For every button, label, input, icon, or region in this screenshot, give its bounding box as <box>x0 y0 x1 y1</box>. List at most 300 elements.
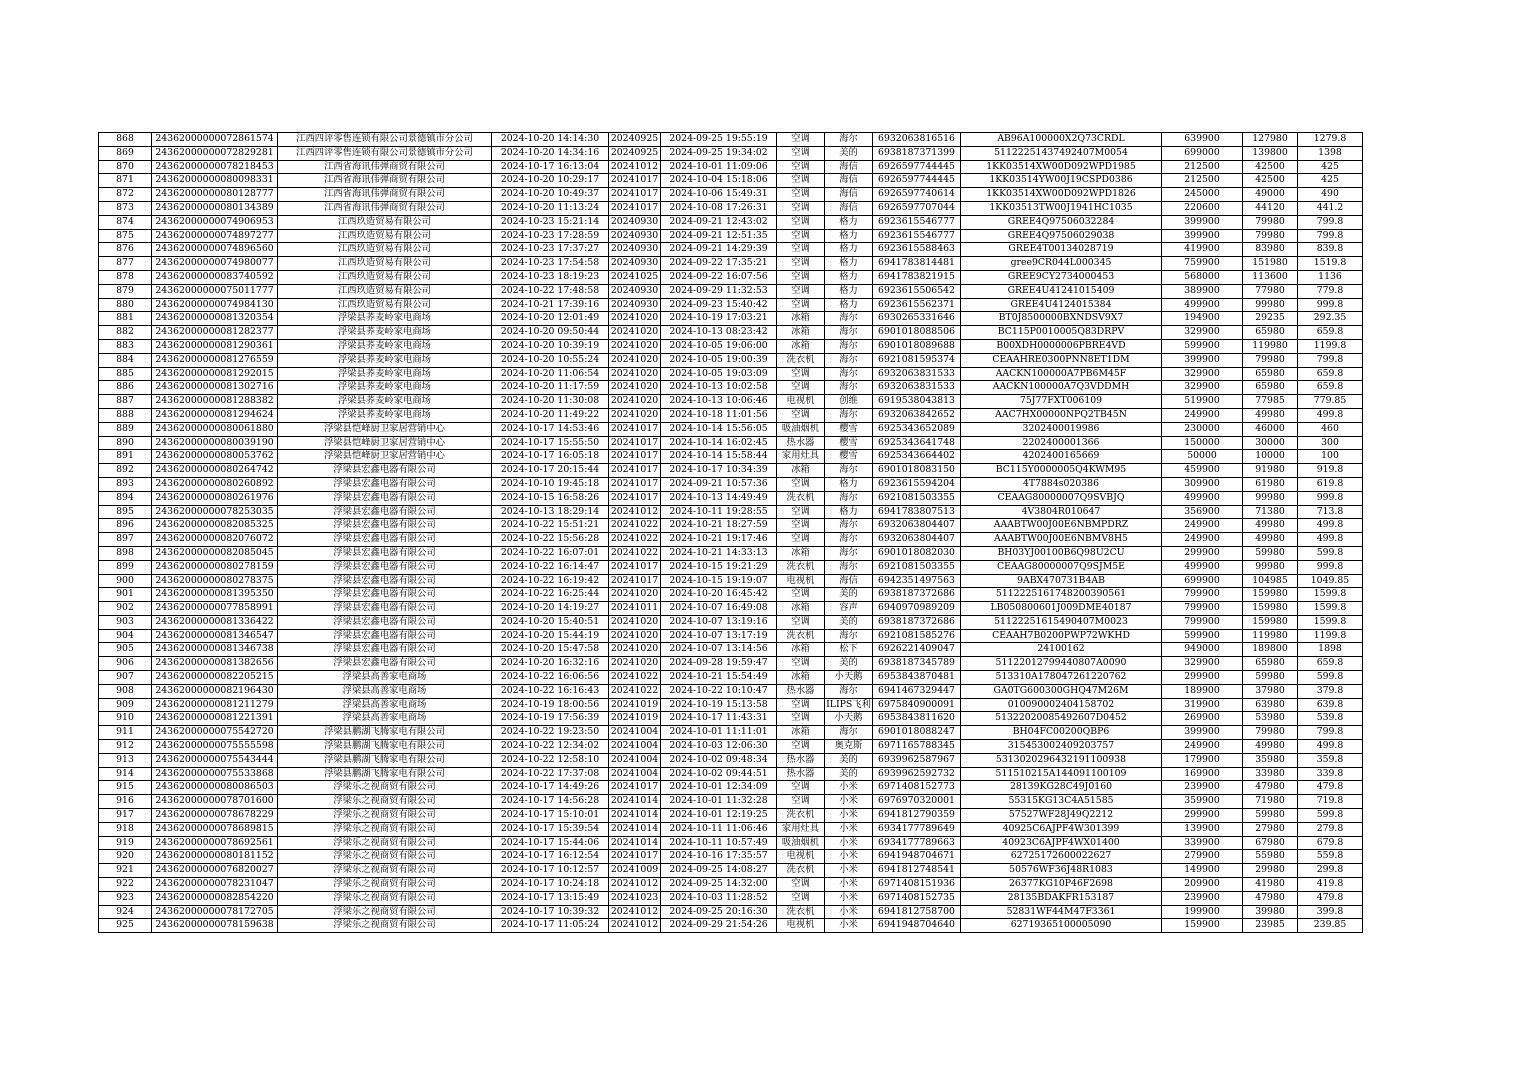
amount-cell: 1049.85 <box>1298 574 1363 588</box>
sale-time-cell: 2024-10-15 19:21:29 <box>661 560 777 574</box>
submit-time-cell: 2024-10-17 16:13:04 <box>492 160 609 174</box>
category-cell: 空调 <box>777 257 825 271</box>
amount-cell: 425 <box>1298 160 1363 174</box>
category-cell: 空调 <box>777 381 825 395</box>
sale-time-cell: 2024-10-13 10:02:58 <box>661 381 777 395</box>
price-cell: 179900 <box>1162 753 1243 767</box>
category-cell: 空调 <box>777 160 825 174</box>
barcode-cell: 6934177789663 <box>873 836 961 850</box>
merchant-cell: 浮梁县鹏湖飞腾家电有限公司 <box>278 767 492 781</box>
barcode-cell: 6901018089688 <box>873 339 961 353</box>
price-cell: 279900 <box>1162 850 1243 864</box>
price-cell: 799900 <box>1162 602 1243 616</box>
submit-time-cell: 2024-10-20 10:49:37 <box>492 188 609 202</box>
category-cell: 空调 <box>777 146 825 160</box>
brand-cell: 小米 <box>825 822 873 836</box>
serial-cell: BC115Y0000005Q4KWM95 <box>961 464 1162 478</box>
serial-cell: GA0TG600300GHQ47M26M <box>961 684 1162 698</box>
subsidy-cell: 33980 <box>1243 767 1298 781</box>
sale-time-cell: 2024-10-20 16:45:42 <box>661 588 777 602</box>
date-code-cell: 20241012 <box>609 905 661 919</box>
amount-cell: 441.2 <box>1298 201 1363 215</box>
serial-cell: 1KK03513TW00J1941HC1035 <box>961 201 1162 215</box>
row-number-cell: 921 <box>99 864 152 878</box>
barcode-cell: 6971408152773 <box>873 781 961 795</box>
serial-cell: gree9CR044L000345 <box>961 257 1162 271</box>
category-cell: 空调 <box>777 201 825 215</box>
table-row <box>99 712 1363 726</box>
price-cell: 499900 <box>1162 560 1243 574</box>
sale-time-cell: 2024-10-17 10:34:39 <box>661 464 777 478</box>
table-row <box>99 505 1363 519</box>
subsidy-cell: 29980 <box>1243 864 1298 878</box>
subsidy-cell: 29235 <box>1243 312 1298 326</box>
row-number-cell: 900 <box>99 574 152 588</box>
merchant-cell: 浮梁县宏鑫电器有限公司 <box>278 629 492 643</box>
barcode-cell: 6926597744445 <box>873 160 961 174</box>
category-cell: 空调 <box>777 408 825 422</box>
table-row <box>99 878 1363 892</box>
code-cell: 24362000000080128777 <box>152 188 278 202</box>
submit-time-cell: 2024-10-17 10:39:32 <box>492 905 609 919</box>
price-cell: 499900 <box>1162 298 1243 312</box>
amount-cell: 713.8 <box>1298 505 1363 519</box>
brand-cell: 海信 <box>825 174 873 188</box>
price-cell: 245000 <box>1162 188 1243 202</box>
serial-cell: BC115P0010005Q83DRPV <box>961 326 1162 340</box>
serial-cell: 511510215A144091100109 <box>961 767 1162 781</box>
brand-cell: 海信 <box>825 160 873 174</box>
submit-time-cell: 2024-10-17 20:15:44 <box>492 464 609 478</box>
code-cell: 24362000000081290361 <box>152 339 278 353</box>
submit-time-cell: 2024-10-23 18:19:23 <box>492 270 609 284</box>
submit-time-cell: 2024-10-20 11:13:24 <box>492 201 609 215</box>
sale-time-cell: 2024-10-05 19:00:39 <box>661 353 777 367</box>
amount-cell: 479.8 <box>1298 891 1363 905</box>
row-number-cell: 925 <box>99 919 152 933</box>
serial-cell: 531302029643219110093​8 <box>961 753 1162 767</box>
merchant-cell: 江西玖造贸易有限公司 <box>278 270 492 284</box>
category-cell: 空调 <box>777 284 825 298</box>
code-cell: 24362000000081346738 <box>152 643 278 657</box>
code-cell: 24362000000075542720 <box>152 726 278 740</box>
code-cell: 24362000000081395350 <box>152 588 278 602</box>
table-row <box>99 146 1363 160</box>
brand-cell: 小米 <box>825 905 873 919</box>
serial-cell: 513220200854926​07D0452 <box>961 712 1162 726</box>
code-cell: 24362000000075533868 <box>152 767 278 781</box>
category-cell: 冰箱 <box>777 312 825 326</box>
row-number-cell: 873 <box>99 201 152 215</box>
serial-cell: 511222516174820039056​1 <box>961 588 1162 602</box>
date-code-cell: 20241020 <box>609 629 661 643</box>
category-cell: 洗衣机 <box>777 491 825 505</box>
table-row <box>99 905 1363 919</box>
subsidy-cell: 63980 <box>1243 698 1298 712</box>
barcode-cell: 6941783814481 <box>873 257 961 271</box>
sale-time-cell: 2024-10-03 12:06:30 <box>661 740 777 754</box>
amount-cell: 499.8 <box>1298 740 1363 754</box>
sale-time-cell: 2024-10-22 10:10:47 <box>661 684 777 698</box>
merchant-cell: 江西玖造贸易有限公司 <box>278 257 492 271</box>
code-cell: 24362000000080061880 <box>152 422 278 436</box>
brand-cell: 海尔 <box>825 546 873 560</box>
category-cell: 空调 <box>777 229 825 243</box>
amount-cell: 839.8 <box>1298 243 1363 257</box>
submit-time-cell: 2024-10-20 11:49:22 <box>492 408 609 422</box>
amount-cell: 300 <box>1298 436 1363 450</box>
brand-cell: 美的 <box>825 615 873 629</box>
category-cell: 空调 <box>777 298 825 312</box>
date-code-cell: 20240930 <box>609 243 661 257</box>
merchant-cell: 江西省海讯伟弹商贸有限公司 <box>278 174 492 188</box>
serial-cell: CEAAG80000007Q9SJM5E <box>961 560 1162 574</box>
table-row <box>99 546 1363 560</box>
barcode-cell: 6932063804407 <box>873 519 961 533</box>
sale-time-cell: 2024-10-06 15:49:31 <box>661 188 777 202</box>
price-cell: 359900 <box>1162 795 1243 809</box>
row-number-cell: 871 <box>99 174 152 188</box>
merchant-cell: 江西玖造贸易有限公司 <box>278 215 492 229</box>
subsidy-cell: 77980 <box>1243 284 1298 298</box>
barcode-cell: 6938187372686 <box>873 615 961 629</box>
price-cell: 759900 <box>1162 257 1243 271</box>
amount-cell: 1279.8 <box>1298 133 1363 147</box>
amount-cell: 619.8 <box>1298 477 1363 491</box>
amount-cell: 659.8 <box>1298 367 1363 381</box>
price-cell: 230000 <box>1162 422 1243 436</box>
category-cell: 冰箱 <box>777 339 825 353</box>
row-number-cell: 889 <box>99 422 152 436</box>
sale-time-cell: 2024-09-28 19:59:47 <box>661 657 777 671</box>
submit-time-cell: 2024-10-23 15:21:14 <box>492 215 609 229</box>
sale-time-cell: 2024-10-04 15:18:06 <box>661 174 777 188</box>
price-cell: 568000 <box>1162 270 1243 284</box>
price-cell: 399900 <box>1162 215 1243 229</box>
submit-time-cell: 2024-10-22 16:19:42 <box>492 574 609 588</box>
category-cell: 空调 <box>777 657 825 671</box>
subsidy-cell: 139800 <box>1243 146 1298 160</box>
brand-cell: 海尔 <box>825 519 873 533</box>
sale-time-cell: 2024-10-08 17:26:31 <box>661 201 777 215</box>
brand-cell: 小米 <box>825 919 873 933</box>
category-cell: 家用灶具 <box>777 450 825 464</box>
category-cell: 电视机 <box>777 395 825 409</box>
amount-cell: 1519.8 <box>1298 257 1363 271</box>
amount-cell: 399.8 <box>1298 905 1363 919</box>
barcode-cell: 6975840900091 <box>873 698 961 712</box>
amount-cell: 659.8 <box>1298 326 1363 340</box>
date-code-cell: 20241009 <box>609 864 661 878</box>
merchant-cell: 浮梁县宏鑫电器有限公司 <box>278 533 492 547</box>
barcode-cell: 6942351497563 <box>873 574 961 588</box>
category-cell: 空调 <box>777 795 825 809</box>
merchant-cell: 浮梁县宏鑫电器有限公司 <box>278 491 492 505</box>
submit-time-cell: 2024-10-20 11:30:08 <box>492 395 609 409</box>
date-code-cell: 20241017 <box>609 560 661 574</box>
serial-cell: 62725172600022627 <box>961 850 1162 864</box>
table-row <box>99 684 1363 698</box>
code-cell: 24362000000078172705 <box>152 905 278 919</box>
submit-time-cell: 2024-10-23 17:37:27 <box>492 243 609 257</box>
brand-cell: 海尔 <box>825 533 873 547</box>
price-cell: 519900 <box>1162 395 1243 409</box>
row-number-cell: 911 <box>99 726 152 740</box>
price-cell: 699000 <box>1162 146 1243 160</box>
table-row <box>99 160 1363 174</box>
code-cell: 24362000000080260892 <box>152 477 278 491</box>
table-row <box>99 864 1363 878</box>
barcode-cell: 6938187372686 <box>873 588 961 602</box>
merchant-cell: 浮梁县高善家电商场 <box>278 698 492 712</box>
price-cell: 159900 <box>1162 919 1243 933</box>
brand-cell: 格力 <box>825 270 873 284</box>
serial-cell: 1KK03514YW00J19CSPD0386 <box>961 174 1162 188</box>
subsidy-cell: 99980 <box>1243 491 1298 505</box>
brand-cell: 格力 <box>825 298 873 312</box>
code-cell: 24362000000080261976 <box>152 491 278 505</box>
amount-cell: 279.8 <box>1298 822 1363 836</box>
row-number-cell: 886 <box>99 381 152 395</box>
merchant-cell: 浮梁县高善家电商场 <box>278 712 492 726</box>
merchant-cell: 浮梁县宏鑫电器有限公司 <box>278 643 492 657</box>
code-cell: 24362000000082076072 <box>152 533 278 547</box>
submit-time-cell: 2024-10-22 15:56:28 <box>492 533 609 547</box>
subsidy-cell: 49980 <box>1243 519 1298 533</box>
barcode-cell: 6926597744445 <box>873 174 961 188</box>
submit-time-cell: 2024-10-22 12:58:10 <box>492 753 609 767</box>
code-cell: 24362000000082854220 <box>152 891 278 905</box>
barcode-cell: 6934177789649 <box>873 822 961 836</box>
barcode-cell: 6923615546777 <box>873 229 961 243</box>
row-number-cell: 905 <box>99 643 152 657</box>
barcode-cell: 6938187371399 <box>873 146 961 160</box>
sale-time-cell: 2024-10-05 19:03:09 <box>661 367 777 381</box>
barcode-cell: 6941783821915 <box>873 270 961 284</box>
row-number-cell: 893 <box>99 477 152 491</box>
category-cell: 空调 <box>777 740 825 754</box>
price-cell: 269900 <box>1162 712 1243 726</box>
brand-cell: 海尔 <box>825 560 873 574</box>
code-cell: 24362000000072861574 <box>152 133 278 147</box>
code-cell: 24362000000082085325 <box>152 519 278 533</box>
merchant-cell: 浮梁县宏鑫电器有限公司 <box>278 477 492 491</box>
sale-time-cell: 2024-09-22 16:07:56 <box>661 270 777 284</box>
sale-time-cell: 2024-10-13 10:06:46 <box>661 395 777 409</box>
submit-time-cell: 2024-10-22 12:34:02 <box>492 740 609 754</box>
amount-cell: 499.8 <box>1298 533 1363 547</box>
code-cell: 24362000000078689815 <box>152 822 278 836</box>
brand-cell: ILIPS飞利 <box>825 698 873 712</box>
merchant-cell: 浮梁县荞麦岭家电商场 <box>278 339 492 353</box>
amount-cell: 779.85 <box>1298 395 1363 409</box>
subsidy-cell: 151980 <box>1243 257 1298 271</box>
submit-time-cell: 2024-10-21 17:39:16 <box>492 298 609 312</box>
barcode-cell: 6921081503355 <box>873 491 961 505</box>
submit-time-cell: 2024-10-22 16:25:44 <box>492 588 609 602</box>
table-row <box>99 671 1363 685</box>
merchant-cell: 浮梁县宏鑫电器有限公司 <box>278 602 492 616</box>
amount-cell: 1398 <box>1298 146 1363 160</box>
brand-cell: 海尔 <box>825 464 873 478</box>
merchant-cell: 浮梁乐之视商贸有限公司 <box>278 878 492 892</box>
subsidy-cell: 59980 <box>1243 671 1298 685</box>
serial-cell: 57527WF28J49Q2212 <box>961 809 1162 823</box>
row-number-cell: 878 <box>99 270 152 284</box>
submit-time-cell: 2024-10-17 15:39:54 <box>492 822 609 836</box>
price-cell: 220600 <box>1162 201 1243 215</box>
merchant-cell: 浮梁县宏鑫电器有限公司 <box>278 546 492 560</box>
date-code-cell: 20240925 <box>609 146 661 160</box>
code-cell: 24362000000077858991 <box>152 602 278 616</box>
category-cell: 空调 <box>777 781 825 795</box>
price-cell: 329900 <box>1162 326 1243 340</box>
date-code-cell: 20241023 <box>609 891 661 905</box>
subsidy-cell: 53980 <box>1243 712 1298 726</box>
barcode-cell: 6939962592732 <box>873 767 961 781</box>
table-row <box>99 533 1363 547</box>
merchant-cell: 江西省海讯伟弹商贸有限公司 <box>278 160 492 174</box>
submit-time-cell: 2024-10-17 10:12:57 <box>492 864 609 878</box>
category-cell: 空调 <box>777 533 825 547</box>
brand-cell: 小天鹅 <box>825 671 873 685</box>
date-code-cell: 20241022 <box>609 533 661 547</box>
barcode-cell: 6941812790359 <box>873 809 961 823</box>
brand-cell: 海尔 <box>825 381 873 395</box>
serial-cell: 2202400001366 <box>961 436 1162 450</box>
amount-cell: 239.85 <box>1298 919 1363 933</box>
subsidy-cell: 71980 <box>1243 795 1298 809</box>
barcode-cell: 6971408151936 <box>873 878 961 892</box>
barcode-cell: 6953843811620 <box>873 712 961 726</box>
row-number-cell: 907 <box>99 671 152 685</box>
barcode-cell: 6939962587967 <box>873 753 961 767</box>
price-cell: 319900 <box>1162 698 1243 712</box>
amount-cell: 659.8 <box>1298 381 1363 395</box>
category-cell: 空调 <box>777 891 825 905</box>
submit-time-cell: 2024-10-20 10:55:24 <box>492 353 609 367</box>
serial-cell: BH03YJ00100B6Q98U2CU <box>961 546 1162 560</box>
row-number-cell: 881 <box>99 312 152 326</box>
sale-time-cell: 2024-10-01 12:19:25 <box>661 809 777 823</box>
brand-cell: 小米 <box>825 850 873 864</box>
brand-cell: 海信 <box>825 188 873 202</box>
sale-time-cell: 2024-10-15 19:19:07 <box>661 574 777 588</box>
serial-cell: AB96A100000X2Q73CRDL <box>961 133 1162 147</box>
serial-cell: 75J77FXT006109 <box>961 395 1162 409</box>
category-cell: 洗衣机 <box>777 353 825 367</box>
subsidy-cell: 104985 <box>1243 574 1298 588</box>
amount-cell: 659.8 <box>1298 657 1363 671</box>
serial-cell: 3202400019986 <box>961 422 1162 436</box>
code-cell: 24362000000081294624 <box>152 408 278 422</box>
row-number-cell: 918 <box>99 822 152 836</box>
category-cell: 冰箱 <box>777 326 825 340</box>
barcode-cell: 6941948704671 <box>873 850 961 864</box>
serial-cell: AAC7HX00000NPQ2TB45N <box>961 408 1162 422</box>
price-cell: 299900 <box>1162 546 1243 560</box>
row-number-cell: 913 <box>99 753 152 767</box>
sale-time-cell: 2024-10-13 08:23:42 <box>661 326 777 340</box>
sale-time-cell: 2024-09-21 14:29:39 <box>661 243 777 257</box>
subsidy-cell: 35980 <box>1243 753 1298 767</box>
amount-cell: 1599.8 <box>1298 615 1363 629</box>
row-number-cell: 887 <box>99 395 152 409</box>
price-cell: 212500 <box>1162 160 1243 174</box>
brand-cell: 美的 <box>825 657 873 671</box>
code-cell: 24362000000078253035 <box>152 505 278 519</box>
subsidy-cell: 61980 <box>1243 477 1298 491</box>
category-cell: 空调 <box>777 615 825 629</box>
row-number-cell: 891 <box>99 450 152 464</box>
price-cell: 799900 <box>1162 615 1243 629</box>
subsidy-cell: 42500 <box>1243 160 1298 174</box>
serial-cell: 50576WF36J48R1083 <box>961 864 1162 878</box>
merchant-cell: 浮梁县恺峰厨卫家居营销中心 <box>278 436 492 450</box>
brand-cell: 容声 <box>825 602 873 616</box>
code-cell: 24362000000078678229 <box>152 809 278 823</box>
barcode-cell: 6923615506542 <box>873 284 961 298</box>
date-code-cell: 20241017 <box>609 174 661 188</box>
serial-cell: 26377KG10P46F2698 <box>961 878 1162 892</box>
amount-cell: 639.8 <box>1298 698 1363 712</box>
submit-time-cell: 2024-10-20 11:17:59 <box>492 381 609 395</box>
serial-cell: AAABTW00J00E6NBMPDRZ <box>961 519 1162 533</box>
subsidy-cell: 49980 <box>1243 740 1298 754</box>
subsidy-cell: 49000 <box>1243 188 1298 202</box>
date-code-cell: 20241020 <box>609 381 661 395</box>
price-cell: 189900 <box>1162 684 1243 698</box>
merchant-cell: 浮梁县荞麦岭家电商场 <box>278 312 492 326</box>
submit-time-cell: 2024-10-10 19:45:18 <box>492 477 609 491</box>
date-code-cell: 20241004 <box>609 767 661 781</box>
submit-time-cell: 2024-10-22 16:06:56 <box>492 671 609 685</box>
submit-time-cell: 2024-10-22 15:51:21 <box>492 519 609 533</box>
code-cell: 24362000000080039190 <box>152 436 278 450</box>
amount-cell: 499.8 <box>1298 408 1363 422</box>
brand-cell: 格力 <box>825 257 873 271</box>
row-number-cell: 874 <box>99 215 152 229</box>
price-cell: 299900 <box>1162 671 1243 685</box>
serial-cell: 511222514374924​07M0054 <box>961 146 1162 160</box>
submit-time-cell: 2024-10-20 16:32:16 <box>492 657 609 671</box>
date-code-cell: 20241004 <box>609 753 661 767</box>
amount-cell: 339.8 <box>1298 767 1363 781</box>
code-cell: 24362000000080053762 <box>152 450 278 464</box>
barcode-cell: 6932063816516 <box>873 133 961 147</box>
date-code-cell: 20241017 <box>609 422 661 436</box>
merchant-cell: 浮梁乐之视商贸有限公司 <box>278 891 492 905</box>
submit-time-cell: 2024-10-17 14:49:26 <box>492 781 609 795</box>
row-number-cell: 884 <box>99 353 152 367</box>
sale-time-cell: 2024-09-25 20:16:30 <box>661 905 777 919</box>
table-row <box>99 229 1363 243</box>
row-number-cell: 912 <box>99 740 152 754</box>
price-cell: 459900 <box>1162 464 1243 478</box>
row-number-cell: 924 <box>99 905 152 919</box>
merchant-cell: 浮梁县荞麦岭家电商场 <box>278 381 492 395</box>
table-row <box>99 133 1363 147</box>
row-number-cell: 904 <box>99 629 152 643</box>
subsidy-cell: 47980 <box>1243 891 1298 905</box>
price-cell: 399900 <box>1162 353 1243 367</box>
code-cell: 24362000000072829281 <box>152 146 278 160</box>
sale-time-cell: 2024-10-11 10:57:49 <box>661 836 777 850</box>
table-row <box>99 767 1363 781</box>
price-cell: 249900 <box>1162 519 1243 533</box>
date-code-cell: 20240930 <box>609 298 661 312</box>
submit-time-cell: 2024-10-20 15:40:51 <box>492 615 609 629</box>
